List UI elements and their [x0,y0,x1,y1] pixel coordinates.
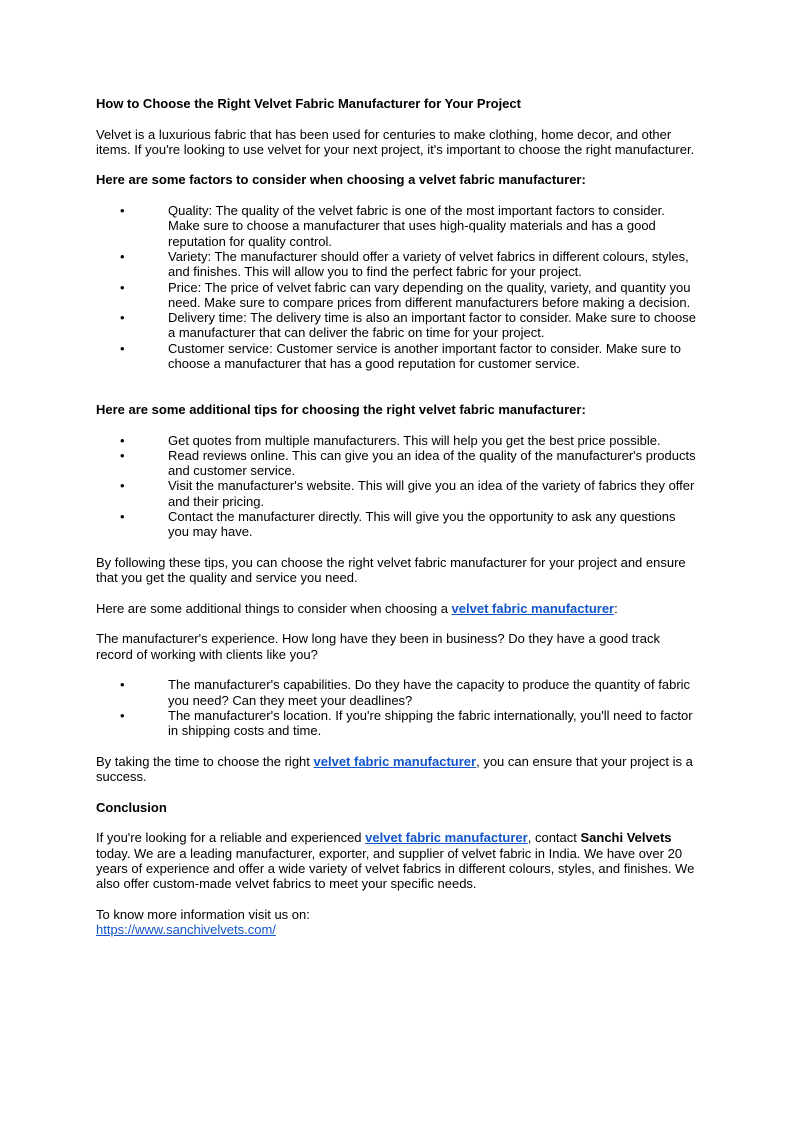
list-item-text: Variety: The manufacturer should offer a variety of velvet fabrics in different colours, styles, and finishes. This will allow you to find the perfect fabric for your project. [168,248,689,280]
list-item-text: Contact the manufacturer directly. This will give you the opportunity to ask any questions you may have. [168,509,676,540]
tips-list [96,433,698,540]
list-item-reviews [96,448,698,479]
additional-paragraph [96,601,698,616]
list-item-text: Delivery time: The delivery time is also an important factor to consider. Make sure to choose a manufacturer that can deliver the fabric on time for your project. [168,310,696,341]
tips-heading: Here are some additional tips for choosing the right velvet fabric manufacturer: [96,401,586,417]
more-info-text: To know more information visit us on: [96,906,310,922]
list-item-quotes [96,433,698,448]
website-paragraph [96,922,698,937]
bullet-icon: • [120,707,125,723]
list-item-text: Quality: The quality of the velvet fabric is one of the most important factors to consider. Make sure to choose a manufacturer that uses high-quality materials and has a good reputation for quality control. [168,203,665,249]
intro-paragraph: Velvet is a luxurious fabric that has been used for centuries to make clothing, home decor, and other items. If you're looking to use velvet for your next project, it's important to choose the right manufacturer. [96,126,695,157]
list-item-variety [96,249,698,280]
conclusion-paragraph [96,830,698,891]
list-item-text: Read reviews online. This can give you an idea of the quality of the manufacturer's products and customer service. [168,447,696,479]
bullet-icon: • [120,677,125,693]
velvet-manufacturer-link[interactable]: velvet fabric manufacturer [313,753,477,769]
bullet-icon: • [120,447,125,463]
considerations-list [96,677,698,738]
factors-heading: Here are some factors to consider when choosing a velvet fabric manufacturer: [96,172,586,188]
brand-name: Sanchi Velvets [580,830,672,846]
list-item-text: Get quotes from multiple manufacturers. This will help you get the best price possible. [168,432,661,448]
additional-text-before: Here are some additional things to consider when choosing a [96,600,452,616]
following-tips-paragraph: By following these tips, you can choose the right velvet fabric manufacturer for your project and ensure that you get the quality and service you need. [96,554,686,586]
list-item-capabilities [96,677,698,708]
bullet-icon: • [120,340,125,356]
list-item-price [96,280,698,311]
bullet-icon: • [120,509,125,525]
list-item-delivery-time [96,310,698,341]
experience-paragraph: The manufacturer's experience. How long have they been in business? Do they have a good track record of working with clients like you? [96,631,660,662]
bullet-icon: • [120,478,125,494]
bullet-icon: • [120,310,125,326]
list-item-website [96,478,698,509]
list-item-customer-service [96,341,698,372]
bullet-icon: • [120,248,125,264]
velvet-manufacturer-link[interactable]: velvet fabric manufacturer [365,830,528,846]
factors-list [96,203,698,371]
list-item-location [96,708,698,739]
bullet-icon: • [120,432,125,448]
list-item-quality [96,203,698,249]
bullet-icon: • [120,203,125,219]
document-title: How to Choose the Right Velvet Fabric Manufacturer for Your Project [96,96,521,111]
additional-text-after: : [614,600,618,616]
list-item-text: Price: The price of velvet fabric can vary depending on the quality, variety, and quantity you need. Make sure to compare prices from different manufacturers before making a decision. [168,279,691,310]
taking-time-text-before: By taking the time to choose the right [96,753,314,769]
conclusion-heading: Conclusion [96,799,167,815]
conclusion-text-before: If you're looking for a reliable and experienced [96,830,366,846]
velvet-manufacturer-link[interactable]: velvet fabric manufacturer [451,600,615,616]
taking-time-text-after: , you can ensure that your project is a success. [96,753,693,785]
list-item-text: The manufacturer's location. If you're shipping the fabric internationally, you'll need to factor in shipping costs and time. [168,707,693,739]
taking-time-paragraph [96,754,698,785]
website-link[interactable]: https://www.sanchivelvets.com/ [96,922,276,938]
conclusion-text-middle: , contact [527,830,581,846]
list-item-text: Visit the manufacturer's website. This will give you an idea of the variety of fabrics they offer and their pricing. [168,478,695,509]
list-item-text: The manufacturer's capabilities. Do they have the capacity to produce the quantity of fabric you need? Can they meet your deadlines? [168,677,691,708]
list-item-contact [96,509,698,540]
list-item-text: Customer service: Customer service is another important factor to consider. Make sure to choose a manufacturer that has a good reputation for customer service. [168,340,681,372]
bullet-icon: • [120,279,125,295]
conclusion-text-after: today. We are a leading manufacturer, exporter, and supplier of velvet fabric in India. We have over 20 years of experience and offer a wide variety of velvet fabrics in different colours, styles, and finishes. We also offer custom-made velvet fabrics to meet your specific needs. [96,845,695,892]
